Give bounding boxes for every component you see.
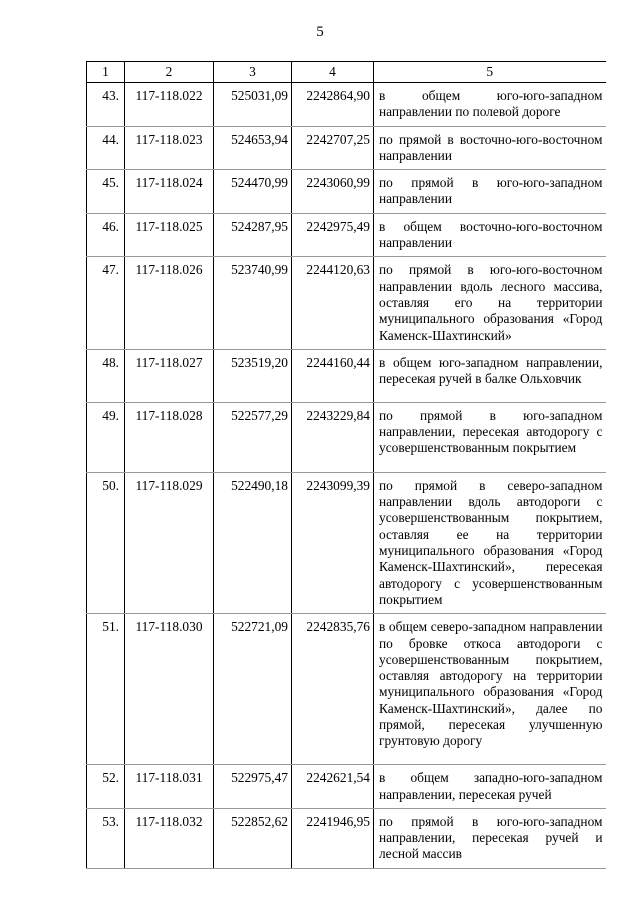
- table-row: [87, 402, 606, 472]
- table-header-row: [87, 62, 606, 83]
- coordinate-x: 522577,29: [214, 402, 292, 472]
- header-col-5: 5: [374, 62, 606, 83]
- header-col-2: 2: [125, 62, 214, 83]
- boundary-description: в общем юго-западном направлении, пересекая ручей в балке Ольховчик: [374, 349, 606, 402]
- row-number: 47.: [87, 257, 125, 349]
- header-col-1: 1: [87, 62, 125, 83]
- boundary-description: в общем западно-юго-западном направлении, пересекая ручей: [374, 765, 606, 809]
- boundary-description: по прямой в юго-юго-западном направлении, пересекая ручей и лесной массив: [374, 808, 606, 868]
- coordinate-x: 524470,99: [214, 170, 292, 214]
- point-code: 117-118.029: [125, 472, 214, 613]
- table-row: [87, 765, 606, 809]
- coordinate-y: 2242864,90: [292, 83, 374, 127]
- table-row: [87, 349, 606, 402]
- coordinate-x: 525031,09: [214, 83, 292, 127]
- point-code: 117-118.026: [125, 257, 214, 349]
- table-row: [87, 83, 606, 127]
- point-code: 117-118.032: [125, 808, 214, 868]
- header-col-3: 3: [214, 62, 292, 83]
- row-number: 52.: [87, 765, 125, 809]
- coordinate-x: 523519,20: [214, 349, 292, 402]
- boundary-description: по прямой в восточно-юго-восточном направлении: [374, 126, 606, 170]
- coordinate-x: 523740,99: [214, 257, 292, 349]
- coordinate-x: 522975,47: [214, 765, 292, 809]
- coordinate-y: 2243099,39: [292, 472, 374, 613]
- table-row: [87, 257, 606, 349]
- coordinate-y: 2242621,54: [292, 765, 374, 809]
- coordinate-y: 2243229,84: [292, 402, 374, 472]
- row-number: 49.: [87, 402, 125, 472]
- table-row: [87, 213, 606, 257]
- coordinate-x: 522490,18: [214, 472, 292, 613]
- table-row: [87, 170, 606, 214]
- point-code: 117-118.030: [125, 614, 214, 765]
- coordinate-y: 2244160,44: [292, 349, 374, 402]
- table-row: [87, 808, 606, 868]
- coordinate-x: 524653,94: [214, 126, 292, 170]
- boundary-points-table: [86, 61, 606, 869]
- coordinate-y: 2243060,99: [292, 170, 374, 214]
- table-row: [87, 126, 606, 170]
- point-code: 117-118.024: [125, 170, 214, 214]
- boundary-description: по прямой в северо-западном направлении вдоль автодороги с усовершенствованным покрытием, оставляя ее на территории муниципального образования «Город Каменск-Шахтинский», пересекая автодорогу с усовершенствованным покрытием: [374, 472, 606, 613]
- boundary-description: в общем восточно-юго-восточном направлении: [374, 213, 606, 257]
- page-number: 5: [316, 24, 324, 40]
- point-code: 117-118.028: [125, 402, 214, 472]
- point-code: 117-118.027: [125, 349, 214, 402]
- coordinate-y: 2244120,63: [292, 257, 374, 349]
- coordinate-x: 522721,09: [214, 614, 292, 765]
- point-code: 117-118.022: [125, 83, 214, 127]
- boundary-description: в общем юго-юго-западном направлении по полевой дороге: [374, 83, 606, 127]
- boundary-description: по прямой в юго-юго-западном направлении: [374, 170, 606, 214]
- coordinate-y: 2242835,76: [292, 614, 374, 765]
- row-number: 48.: [87, 349, 125, 402]
- table-row: [87, 472, 606, 613]
- point-code: 117-118.025: [125, 213, 214, 257]
- boundary-description: по прямой в юго-юго-восточном направлении вдоль лесного массива, оставляя его на территории муниципального образования «Город Каменск-Шахтинский»: [374, 257, 606, 349]
- boundary-description: в общем северо-западном направлении по бровке откоса автодороги с усовершенствованным покрытием, оставляя автодорогу на территории муниципального образования «Город Каменск-Шахтинский», далее по прямой, пересекая улучшенную грунтовую дорогу: [374, 614, 606, 765]
- coordinate-x: 524287,95: [214, 213, 292, 257]
- row-number: 50.: [87, 472, 125, 613]
- row-number: 45.: [87, 170, 125, 214]
- header-col-4: 4: [292, 62, 374, 83]
- row-number: 46.: [87, 213, 125, 257]
- row-number: 51.: [87, 614, 125, 765]
- coordinate-y: 2242975,49: [292, 213, 374, 257]
- row-number: 43.: [87, 83, 125, 127]
- row-number: 53.: [87, 808, 125, 868]
- boundary-description: по прямой в юго-западном направлении, пересекая автодорогу с усовершенствованным покрытием: [374, 402, 606, 472]
- point-code: 117-118.023: [125, 126, 214, 170]
- table-row: [87, 614, 606, 765]
- point-code: 117-118.031: [125, 765, 214, 809]
- coordinate-y: 2241946,95: [292, 808, 374, 868]
- coordinate-x: 522852,62: [214, 808, 292, 868]
- row-number: 44.: [87, 126, 125, 170]
- coordinate-y: 2242707,25: [292, 126, 374, 170]
